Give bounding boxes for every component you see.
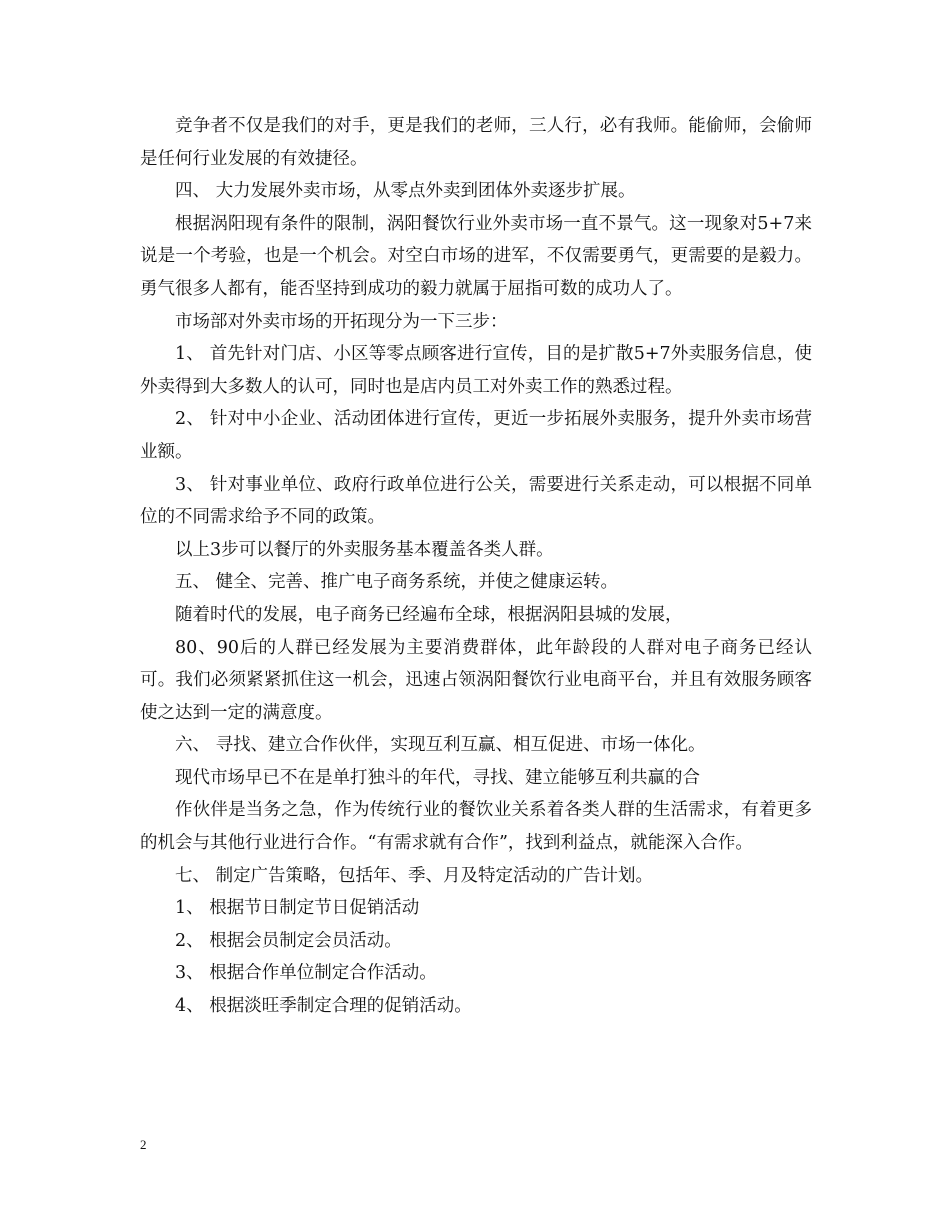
list-item-7: 4、 根据淡旺季制定合理的促销活动。 <box>175 996 472 1017</box>
list-item-6: 3、 根据合作单位制定合作活动。 <box>175 963 437 984</box>
section-heading-6: 六、 寻找、建立合作伙伴，实现互利互赢、相互促进、市场一体化。 <box>175 735 706 756</box>
list-item-2: 2、 针对中小企业、活动团体进行宣传，更近一步拓展外卖服务，提升外卖市场营业额。 <box>140 409 812 462</box>
paragraph-7: 现代市场早已不在是单打独斗的年代，寻找、建立能够互利共赢的合 <box>175 767 700 788</box>
section-heading-7: 七、 制定广告策略，包括年、季、月及特定活动的广告计划。 <box>175 865 654 886</box>
list-item-4: 1、 根据节日制定节日促销活动 <box>175 898 420 919</box>
list-item-3: 3、 针对事业单位、政府行政单位进行公关，需要进行关系走动，可以根据不同单位的不同需求给予不同的政策。 <box>140 474 812 528</box>
paragraph-4: 以上3步可以餐厅的外卖服务基本覆盖各类人群。 <box>175 539 554 560</box>
paragraph-3: 市场部对外卖市场的开拓现分为一下三步： <box>175 311 508 332</box>
paragraph-1: 竞争者不仅是我们的对手，更是我们的老师，三人行，必有我师。能偷师，会偷师是任何行业发展的有效捷径。 <box>140 116 812 169</box>
page-number: 2 <box>140 1137 147 1152</box>
paragraph-5: 随着时代的发展，电子商务已经遍布全球，根据涡阳县城的发展， <box>175 604 683 625</box>
paragraph-8: 作伙伴是当务之急，作为传统行业的餐饮业关系着各类人群的生活需求，有着更多的机会与其他行业进行合作。“有需求就有合作”，找到利益点，就能深入合作。 <box>140 800 812 854</box>
paragraph-6: 80、90后的人群已经发展为主要消费群体，此年龄段的人群对电子商务已经认可。我们必须紧紧抓住这一机会，迅速占领涡阳餐饮行业电商平台，并且有效服务顾客使之达到一定的满意度。 <box>140 637 812 723</box>
list-item-1: 1、 首先针对门店、小区等零点顾客进行宣传，目的是扩散5+7外卖服务信息，使外卖得到大多数人的认可，同时也是店内员工对外卖工作的熟悉过程。 <box>140 344 812 397</box>
paragraph-2: 根据涡阳现有条件的限制，涡阳餐饮行业外卖市场一直不景气。这一现象对5+7来说是一个考验，也是一个机会。对空白市场的进军，不仅需要勇气，更需要的是毅力。勇气很多人都有，能否坚持到成功的毅力就属于屈指可数的成功人了。 <box>140 213 812 299</box>
document-body <box>140 110 812 1023</box>
section-heading-4: 四、 大力发展外卖市场，从零点外卖到团体外卖逐步扩展。 <box>175 181 636 202</box>
section-heading-5: 五、 健全、完善、推广电子商务系统，并使之健康运转。 <box>175 572 619 593</box>
list-item-5: 2、 根据会员制定会员活动。 <box>175 930 402 951</box>
